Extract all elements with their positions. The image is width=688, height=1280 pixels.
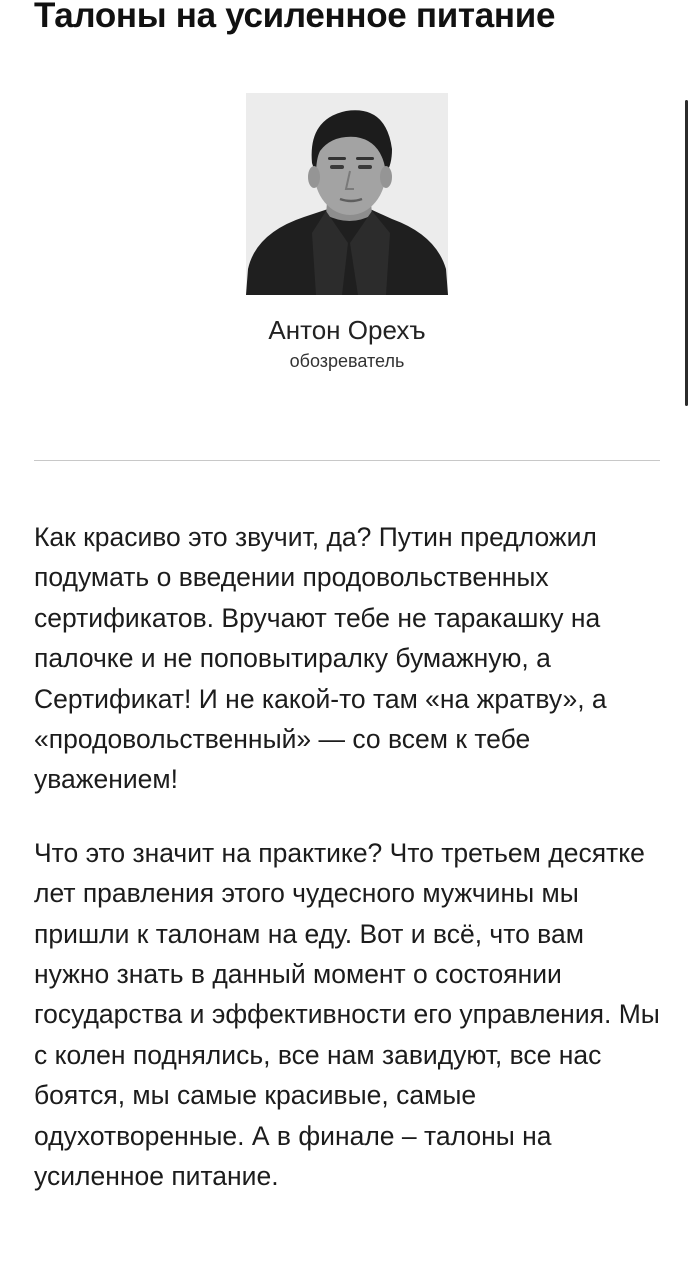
article-paragraph: Как красиво это звучит, да? Путин предложил подумать о введении продовольственных сертификатов. Вручают тебе не таракашку на палочке и не поповытиралку бумажную, а Сертификат! И не какой-то там «на жратву», а «продовольственный» — со всем к тебе уважением!: [34, 522, 607, 795]
author-block: [0, 93, 688, 372]
article-body: [34, 517, 664, 1230]
section-divider: [34, 460, 660, 461]
author-name: Антон Орехъ: [268, 315, 426, 345]
article-title: Талоны на усиленное питание: [34, 0, 556, 35]
author-photo: [246, 93, 448, 295]
article-paragraph: Что это значит на практике? Что третьем десятке лет правления этого чудесного мужчины мы пришли к талонам на еду. Вот и всё, что вам нужно знать в данный момент о состоянии государства и эффективности его управления. Мы с колен поднялись, все нам завидуют, все нас боятся, мы самые красивые, самые одухотворенные. А в финале – талоны на усиленное питание.: [34, 837, 660, 1192]
author-role: обозреватель: [289, 351, 405, 371]
